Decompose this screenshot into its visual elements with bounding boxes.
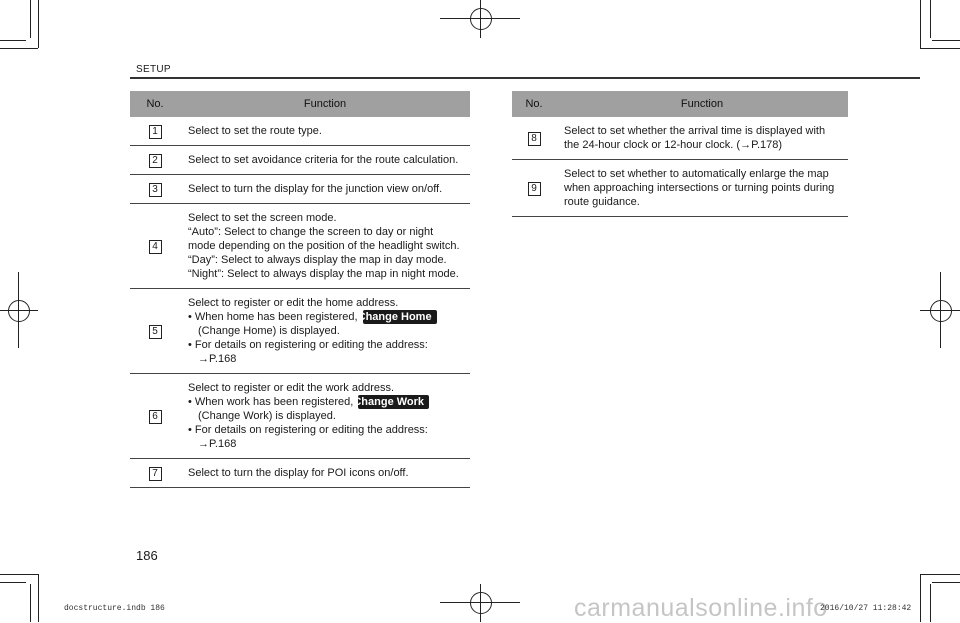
function-text-line (564, 195, 844, 209)
table-row (512, 117, 848, 160)
function-text: Select to set the route type. (188, 125, 322, 137)
section-label: SETUP (136, 64, 171, 75)
row-number-cell (130, 204, 180, 289)
table-header-row (512, 91, 848, 117)
row-number-cell (130, 117, 180, 146)
function-text: Select to set whether to automatically enlarge the map (564, 168, 829, 180)
function-text-line (188, 352, 466, 366)
table-row (130, 459, 470, 488)
function-text-line (188, 253, 466, 267)
function-text: Select to register or edit the home address. (188, 297, 399, 309)
footer-file-info: docstructure.indb 186 (64, 604, 165, 613)
function-text: route guidance. (564, 196, 640, 208)
function-text: “Day”: Select to always display the map in day mode. (188, 254, 447, 266)
function-text: Select to set avoidance criteria for the route calculation. (188, 154, 459, 166)
row-number-cell (130, 459, 180, 488)
row-number-cell (130, 289, 180, 374)
function-text: the 24-hour clock or 12-hour clock. (→P.178) (564, 139, 783, 151)
function-cell (556, 160, 848, 217)
function-cell (180, 459, 470, 488)
function-cell (180, 374, 470, 459)
function-text: Select to register or edit the work address. (188, 382, 395, 394)
row-number-cell (130, 374, 180, 459)
function-text-line (188, 153, 466, 167)
function-text-line (188, 423, 466, 437)
function-text: Select to turn the display for POI icons on/off. (188, 467, 409, 479)
function-text: • For details on registering or editing the address: (188, 339, 428, 351)
function-cell (180, 117, 470, 146)
footer-date-info: 2016/10/27 11:28:42 (820, 604, 912, 613)
function-text-line (564, 124, 844, 138)
function-text: “Night”: Select to always display the map in night mode. (188, 268, 459, 280)
row-number-badge: 2 (149, 154, 162, 168)
header-rule (130, 77, 920, 79)
screen-button-chip: Change Home (363, 310, 437, 324)
function-text: Select to turn the display for the junction view on/off. (188, 183, 443, 195)
table-row (130, 374, 470, 459)
function-cell (556, 117, 848, 160)
function-text: • When home has been registered, (188, 311, 358, 323)
function-text: “Auto”: Select to change the screen to day or night (188, 226, 434, 238)
function-text-line (188, 182, 466, 196)
function-text-line (188, 409, 466, 423)
function-text: →P.168 (198, 353, 237, 365)
function-text-line (188, 466, 466, 480)
function-cell (180, 289, 470, 374)
function-text: (Change Home) is displayed. (198, 325, 340, 337)
function-text-line (188, 338, 466, 352)
row-number-badge: 3 (149, 183, 162, 197)
function-text-line (564, 181, 844, 195)
screen-button-chip: Change Work (358, 395, 429, 409)
function-text-line (188, 310, 466, 324)
row-number-badge: 6 (149, 410, 162, 424)
row-number-badge: 7 (149, 467, 162, 481)
row-number-cell (130, 175, 180, 204)
row-number-cell (130, 146, 180, 175)
table-row (130, 117, 470, 146)
row-number-badge: 5 (149, 325, 162, 339)
function-text: Select to set the screen mode. (188, 212, 337, 224)
function-text: (Change Work) is displayed. (198, 410, 336, 422)
table-row (130, 204, 470, 289)
function-text-line (564, 138, 844, 152)
function-text: Select to set whether the arrival time is displayed with (564, 125, 826, 137)
table-row (130, 146, 470, 175)
table-row (130, 289, 470, 374)
function-cell (180, 146, 470, 175)
function-text-line (188, 296, 466, 310)
column-header-no: No. (130, 91, 180, 117)
row-number-badge: 9 (528, 182, 541, 196)
function-cell (180, 175, 470, 204)
function-text-line (188, 395, 466, 409)
column-header-function: Function (556, 91, 848, 117)
table-row (512, 160, 848, 217)
function-text-line (188, 437, 466, 451)
function-text-line (188, 324, 466, 338)
row-number-badge: 1 (149, 125, 162, 139)
row-number-badge: 4 (149, 240, 162, 254)
function-text: →P.168 (198, 438, 237, 450)
page-number: 186 (136, 548, 158, 563)
function-text-line (188, 225, 466, 239)
function-text: when approaching intersections or turning points during (564, 182, 835, 194)
column-header-function: Function (180, 91, 470, 117)
row-number-cell (512, 117, 556, 160)
watermark: carmanualsonline.info (574, 594, 828, 622)
function-text-line (188, 239, 466, 253)
function-text: • For details on registering or editing the address: (188, 424, 428, 436)
function-text-line (188, 211, 466, 225)
function-text-line (188, 267, 466, 281)
function-text-line (188, 381, 466, 395)
function-text-line (188, 124, 466, 138)
row-number-badge: 8 (528, 132, 541, 146)
right-function-table (512, 91, 848, 217)
function-text: mode depending on the position of the headlight switch. (188, 240, 460, 252)
function-text-line (564, 167, 844, 181)
left-function-table (130, 91, 470, 488)
table-row (130, 175, 470, 204)
table-header-row (130, 91, 470, 117)
function-text: • When work has been registered, (188, 396, 354, 408)
function-cell (180, 204, 470, 289)
column-header-no: No. (512, 91, 556, 117)
row-number-cell (512, 160, 556, 217)
